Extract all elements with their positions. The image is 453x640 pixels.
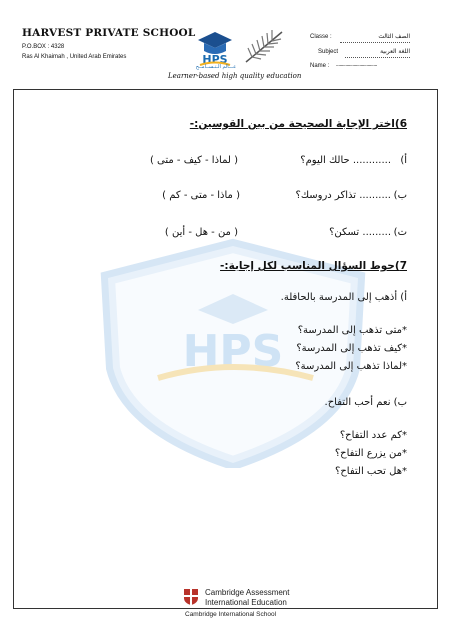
q6-heading: 6)اختر الإجابة الصحيحة من بين القوسين:- [189, 118, 407, 130]
watermark-text: HPS [182, 326, 284, 377]
q6-c-marker: ت) [393, 227, 407, 238]
subject-line [345, 57, 410, 58]
logo-text: HPS [202, 53, 228, 66]
q7-heading: 7)حوط السؤال المناسب لكل إجابة:- [220, 260, 407, 272]
q7-a-option-1[interactable]: *متى تذهب إلى المدرسة؟ [297, 325, 407, 336]
q6-a-question: ............ حالك اليوم؟ [300, 155, 391, 166]
q7-b-option-3[interactable]: *هل تحب التفاح؟ [335, 466, 407, 477]
cambridge-shield-icon [183, 588, 199, 606]
name-dots[interactable]: ................................... [336, 62, 377, 68]
footer-cambridge-line1: Cambridge Assessment [205, 588, 290, 597]
name-label: Name : [310, 63, 330, 69]
q6-a-marker: أ) [400, 155, 407, 166]
logo-caption: عـــالم الـتـســامــح [195, 64, 237, 70]
subject-value: اللغة العربية [380, 48, 410, 55]
q7-a-option-2[interactable]: *كيف تذهب إلى المدرسة؟ [296, 343, 407, 354]
class-line [340, 42, 410, 43]
school-name: HARVEST PRIVATE SCHOOL [22, 27, 196, 39]
q6-c-options: ( من - هل - أين ) [164, 227, 238, 238]
q7-b-answer: ب) نعم أحب التفاح. [324, 397, 407, 408]
hps-logo-icon [194, 30, 236, 68]
po-box: P.O.BOX : 4328 [22, 44, 65, 50]
q6-a-options: ( لماذا - كيف - متى ) [149, 155, 238, 166]
palm-leaf-icon [238, 26, 288, 66]
class-value: الصف الثالث [378, 33, 410, 40]
q7-a-answer: أ) أذهب إلى المدرسة بالحافلة. [280, 292, 407, 303]
footer-cambridge-line3: Cambridge International School [185, 611, 277, 618]
q6-b-question: .......... تذاكر دروسك؟ [295, 190, 391, 201]
class-label: Classe : [310, 34, 332, 40]
school-address: Ras Al Khaimah , United Arab Emirates [22, 54, 127, 60]
footer-cambridge-line2: International Education [205, 598, 287, 607]
q6-b-marker: ب) [393, 190, 407, 201]
q7-a-option-3[interactable]: *لماذا تذهب إلى المدرسة؟ [295, 361, 407, 372]
school-tagline: Learner-based high quality education [168, 72, 302, 80]
q7-b-option-1[interactable]: *كم عدد التفاح؟ [339, 430, 407, 441]
q6-c-question: ......... تسكن؟ [329, 227, 391, 238]
subject-label: Subject [318, 49, 339, 55]
q7-b-option-2[interactable]: *من يزرع التفاح؟ [334, 448, 407, 459]
q6-b-options: ( ماذا - متى - كم ) [162, 190, 240, 201]
